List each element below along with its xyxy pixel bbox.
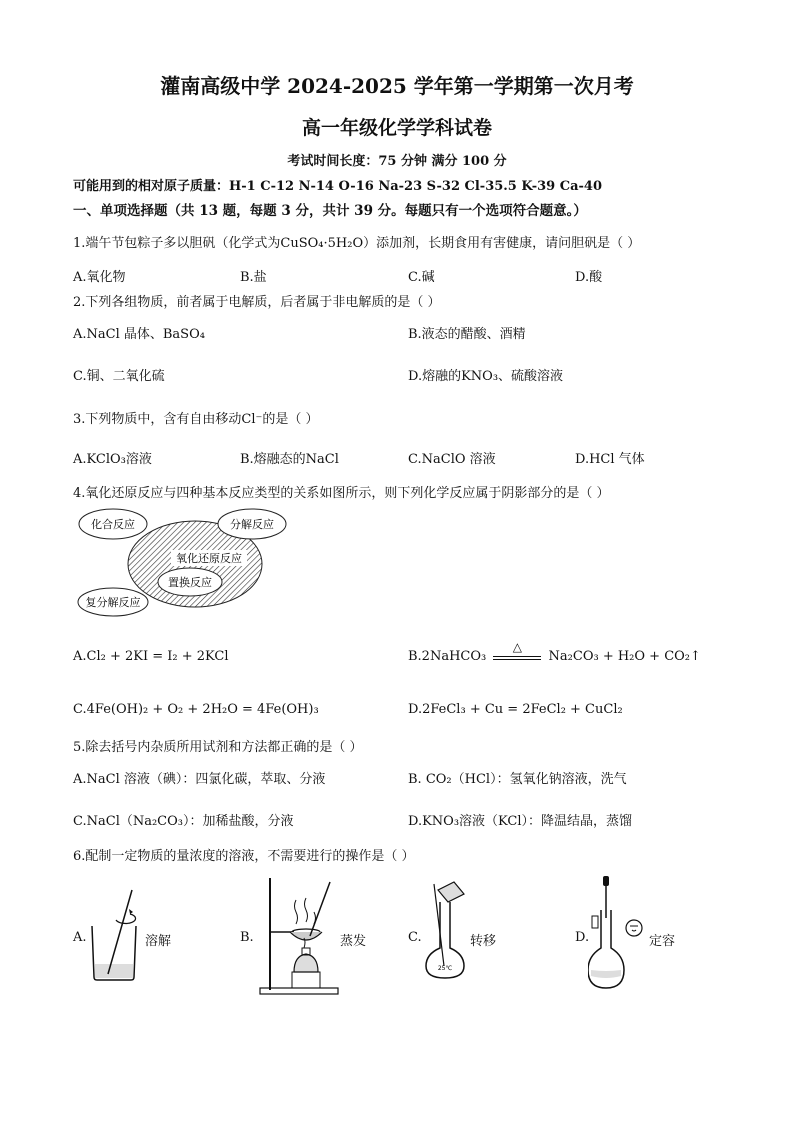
decomposition-label: 分解反应 (230, 518, 274, 531)
exam-subtitle: 高一年级化学学科试卷 (301, 117, 492, 139)
evaporation-apparatus-icon (254, 876, 344, 996)
q6-option-a-label: 溶解 (145, 934, 172, 949)
q2-option-d[interactable]: D.熔融的KNO₃、硫酸溶液 (408, 369, 564, 384)
question-4-stem: 4.氧化还原反应与四种基本反应类型的关系如图所示，则下列化学反应属于阴影部分的是（ ） (73, 486, 610, 501)
combination-label: 化合反应 (91, 518, 135, 531)
q6-option-c-label: 转移 (470, 934, 497, 949)
q4-option-d[interactable]: D.2FeCl₃ + Cu = 2FeCl₂ + CuCl₂ (408, 702, 623, 717)
q5-option-a[interactable]: A.NaCl 溶液（碘）：四氯化碳，萃取、分液 (73, 772, 326, 787)
q5-option-d[interactable]: D.KNO₃溶液（KCl）：降温结晶，蒸馏 (408, 814, 633, 829)
q6-option-b-letter[interactable]: B. (240, 930, 254, 945)
volumetric-flask-transfer-icon (420, 880, 470, 980)
q6-option-b-label: 蒸发 (340, 934, 367, 949)
q2-option-a[interactable]: A.NaCl 晶体、BaSO₄ (73, 327, 205, 342)
q1-option-d[interactable]: D.酸 (575, 270, 603, 285)
q2-option-c[interactable]: C.铜、二氧化硫 (73, 369, 165, 384)
q4-option-a[interactable]: A.Cl₂ + 2KI = I₂ + 2KCl (73, 649, 229, 664)
q6-option-d-label: 定容 (649, 934, 676, 949)
q4-option-b-products: Na₂CO₃ + H₂O + CO₂↑ (548, 649, 701, 664)
q1-stem-part-a: 1.端午节包粽子多以胆矾（化学式为 (73, 236, 281, 251)
q3-option-d[interactable]: D.HCl 气体 (575, 452, 645, 467)
question-3-stem: 3.下列物质中，含有自由移动Cl⁻的是（ ） (73, 412, 319, 427)
beaker-stirring-icon (86, 882, 146, 982)
q1-option-c[interactable]: C.碱 (408, 270, 435, 285)
question-2-stem: 2.下列各组物质，前者属于电解质，后者属于非电解质的是（ ） (73, 295, 441, 310)
q6-option-a-letter[interactable]: A. (73, 930, 87, 945)
double-decomposition-label: 复分解反应 (85, 596, 141, 609)
q1-stem-part-b: ）添加剂，长期食用有害健康，请问胆矾是（ ） (363, 236, 641, 251)
atomic-masses: 可能用到的相对原子质量：H-1 C-12 N-14 O-16 Na-23 S-32 Cl-35.5 K-39 Ca-40 (73, 179, 603, 194)
displacement-label: 置换反应 (168, 576, 212, 589)
exam-info: 考试时间长度：75 分钟 满分 100 分 (287, 154, 507, 169)
heat-symbol: △ (512, 639, 522, 654)
q1-formula: CuSO₄·5H₂O (280, 236, 364, 251)
volumetric-flask-dropper-icon (588, 874, 650, 998)
q4-option-b[interactable] (408, 639, 701, 664)
reaction-venn-diagram (75, 506, 315, 618)
q1-option-a[interactable]: A.氧化物 (73, 270, 126, 285)
exam-title: 灌南高级中学 2024-2025 学年第一学期第一次月考 (160, 74, 634, 98)
q1-option-b[interactable]: B.盐 (240, 270, 267, 285)
q4-option-c[interactable]: C.4Fe(OH)₂ + O₂ + 2H₂O = 4Fe(OH)₃ (73, 702, 319, 717)
heat-condition-arrow (493, 639, 541, 664)
q2-option-b[interactable]: B.液态的醋酸、酒精 (408, 327, 526, 342)
question-6-stem: 6.配制一定物质的量浓度的溶液，不需要进行的操作是（ ） (73, 849, 415, 864)
section-heading: 一、单项选择题（共 13 题，每题 3 分，共计 39 分。每题只有一个选项符合题意。） (73, 203, 587, 219)
q5-option-b[interactable]: B. CO₂（HCl）：氢氧化钠溶液，洗气 (408, 772, 627, 787)
q5-option-c[interactable]: C.NaCl（Na₂CO₃）：加稀盐酸，分液 (73, 814, 294, 829)
flask-temperature-mark: 25℃ (437, 965, 453, 972)
question-1-stem (73, 232, 640, 251)
q4-option-b-reactant: B.2NaHCO₃ (408, 649, 487, 664)
q6-option-c-letter[interactable]: C. (408, 930, 422, 945)
redox-label: 氧化还原反应 (176, 552, 242, 565)
q3-option-a[interactable]: A.KClO₃溶液 (73, 452, 152, 467)
question-5-stem: 5.除去括号内杂质所用试剂和方法都正确的是（ ） (73, 740, 363, 755)
q6-option-d-letter[interactable]: D. (575, 930, 590, 945)
q3-option-b[interactable]: B.熔融态的NaCl (240, 452, 339, 467)
q3-option-c[interactable]: C.NaClO 溶液 (408, 452, 496, 467)
